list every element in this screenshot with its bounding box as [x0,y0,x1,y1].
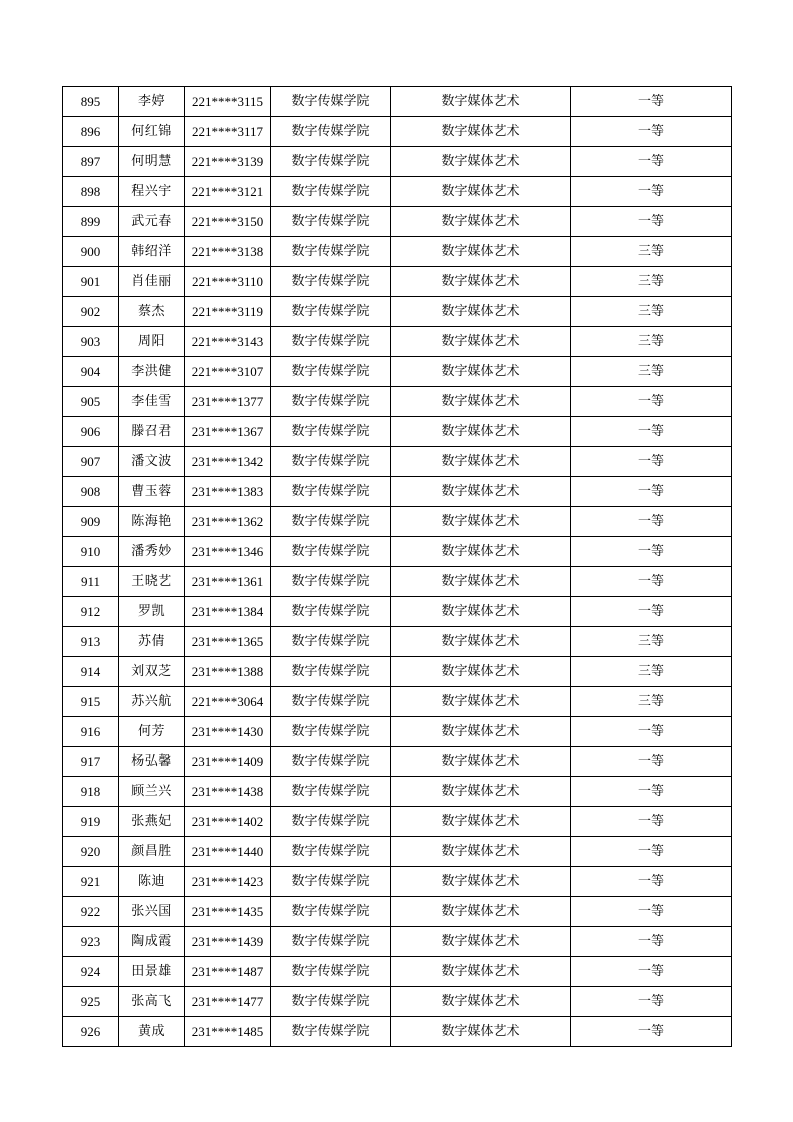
cell-college: 数字传媒学院 [271,897,391,927]
cell-college: 数字传媒学院 [271,537,391,567]
cell-serial-number: 921 [63,867,119,897]
cell-exam-id: 221****3150 [185,207,271,237]
cell-college: 数字传媒学院 [271,777,391,807]
cell-award-level: 一等 [571,957,732,987]
cell-major: 数字媒体艺术 [391,477,571,507]
cell-serial-number: 906 [63,417,119,447]
cell-award-level: 三等 [571,357,732,387]
table-row [63,387,732,417]
cell-serial-number: 896 [63,117,119,147]
cell-serial-number: 923 [63,927,119,957]
cell-exam-id: 221****3064 [185,687,271,717]
cell-exam-id: 231****1485 [185,1017,271,1047]
table-row [63,357,732,387]
cell-exam-id: 231****1430 [185,717,271,747]
cell-award-level: 一等 [571,1017,732,1047]
cell-serial-number: 915 [63,687,119,717]
table-row [63,267,732,297]
cell-serial-number: 909 [63,507,119,537]
cell-college: 数字传媒学院 [271,597,391,627]
cell-serial-number: 911 [63,567,119,597]
cell-student-name: 陈海艳 [119,507,185,537]
cell-exam-id: 231****1367 [185,417,271,447]
cell-exam-id: 231****1477 [185,987,271,1017]
table-row [63,417,732,447]
cell-student-name: 张兴国 [119,897,185,927]
cell-college: 数字传媒学院 [271,297,391,327]
cell-student-name: 滕召君 [119,417,185,447]
cell-college: 数字传媒学院 [271,477,391,507]
table-row [63,447,732,477]
table-row [63,237,732,267]
cell-award-level: 一等 [571,447,732,477]
cell-award-level: 一等 [571,927,732,957]
cell-award-level: 三等 [571,627,732,657]
cell-college: 数字传媒学院 [271,627,391,657]
table-row [63,477,732,507]
cell-college: 数字传媒学院 [271,987,391,1017]
cell-student-name: 蔡杰 [119,297,185,327]
cell-student-name: 田景雄 [119,957,185,987]
cell-college: 数字传媒学院 [271,207,391,237]
cell-major: 数字媒体艺术 [391,417,571,447]
cell-college: 数字传媒学院 [271,957,391,987]
cell-award-level: 一等 [571,87,732,117]
cell-exam-id: 221****3107 [185,357,271,387]
cell-exam-id: 221****3110 [185,267,271,297]
table-row [63,567,732,597]
cell-student-name: 王晓艺 [119,567,185,597]
cell-exam-id: 231****1342 [185,447,271,477]
cell-exam-id: 231****1384 [185,597,271,627]
cell-student-name: 陶成霞 [119,927,185,957]
cell-college: 数字传媒学院 [271,837,391,867]
table-row [63,927,732,957]
table-row [63,627,732,657]
table-row [63,327,732,357]
cell-exam-id: 221****3143 [185,327,271,357]
cell-serial-number: 904 [63,357,119,387]
table-row [63,147,732,177]
cell-student-name: 李婷 [119,87,185,117]
cell-major: 数字媒体艺术 [391,597,571,627]
table-row [63,777,732,807]
cell-serial-number: 905 [63,387,119,417]
cell-serial-number: 922 [63,897,119,927]
cell-serial-number: 903 [63,327,119,357]
cell-college: 数字传媒学院 [271,417,391,447]
cell-award-level: 三等 [571,297,732,327]
table-row [63,297,732,327]
cell-serial-number: 898 [63,177,119,207]
cell-major: 数字媒体艺术 [391,927,571,957]
cell-college: 数字传媒学院 [271,357,391,387]
cell-award-level: 一等 [571,867,732,897]
cell-college: 数字传媒学院 [271,927,391,957]
cell-serial-number: 920 [63,837,119,867]
cell-student-name: 何明慧 [119,147,185,177]
cell-student-name: 张高飞 [119,987,185,1017]
cell-exam-id: 221****3119 [185,297,271,327]
cell-award-level: 三等 [571,237,732,267]
cell-award-level: 一等 [571,537,732,567]
cell-student-name: 韩绍洋 [119,237,185,267]
cell-major: 数字媒体艺术 [391,987,571,1017]
cell-major: 数字媒体艺术 [391,177,571,207]
cell-student-name: 武元春 [119,207,185,237]
cell-major: 数字媒体艺术 [391,867,571,897]
cell-serial-number: 917 [63,747,119,777]
cell-major: 数字媒体艺术 [391,807,571,837]
cell-student-name: 何芳 [119,717,185,747]
cell-serial-number: 900 [63,237,119,267]
cell-exam-id: 231****1487 [185,957,271,987]
cell-exam-id: 221****3139 [185,147,271,177]
cell-serial-number: 924 [63,957,119,987]
cell-major: 数字媒体艺术 [391,327,571,357]
cell-college: 数字传媒学院 [271,147,391,177]
cell-serial-number: 919 [63,807,119,837]
cell-award-level: 一等 [571,387,732,417]
cell-major: 数字媒体艺术 [391,507,571,537]
cell-exam-id: 221****3115 [185,87,271,117]
table-row [63,597,732,627]
cell-award-level: 三等 [571,327,732,357]
cell-award-level: 一等 [571,177,732,207]
cell-exam-id: 231****1402 [185,807,271,837]
cell-college: 数字传媒学院 [271,567,391,597]
cell-student-name: 颜昌胜 [119,837,185,867]
cell-award-level: 一等 [571,597,732,627]
cell-award-level: 一等 [571,777,732,807]
cell-award-level: 一等 [571,897,732,927]
table-row [63,747,732,777]
cell-student-name: 顾兰兴 [119,777,185,807]
cell-award-level: 一等 [571,747,732,777]
cell-exam-id: 231****1439 [185,927,271,957]
cell-award-level: 一等 [571,567,732,597]
table-row [63,867,732,897]
cell-student-name: 周阳 [119,327,185,357]
cell-major: 数字媒体艺术 [391,837,571,867]
cell-major: 数字媒体艺术 [391,957,571,987]
cell-student-name: 李洪健 [119,357,185,387]
cell-student-name: 曹玉蓉 [119,477,185,507]
table-row [63,687,732,717]
cell-major: 数字媒体艺术 [391,537,571,567]
cell-exam-id: 231****1409 [185,747,271,777]
table-row [63,717,732,747]
cell-exam-id: 221****3138 [185,237,271,267]
cell-serial-number: 908 [63,477,119,507]
cell-college: 数字传媒学院 [271,657,391,687]
cell-serial-number: 895 [63,87,119,117]
cell-exam-id: 231****1362 [185,507,271,537]
cell-college: 数字传媒学院 [271,807,391,837]
cell-exam-id: 231****1435 [185,897,271,927]
cell-award-level: 一等 [571,207,732,237]
cell-major: 数字媒体艺术 [391,267,571,297]
cell-exam-id: 221****3117 [185,117,271,147]
table-row [63,837,732,867]
cell-major: 数字媒体艺术 [391,237,571,267]
cell-major: 数字媒体艺术 [391,897,571,927]
cell-major: 数字媒体艺术 [391,687,571,717]
cell-college: 数字传媒学院 [271,117,391,147]
cell-student-name: 潘文波 [119,447,185,477]
cell-student-name: 肖佳丽 [119,267,185,297]
cell-serial-number: 899 [63,207,119,237]
cell-major: 数字媒体艺术 [391,147,571,177]
cell-exam-id: 231****1440 [185,837,271,867]
table-row [63,987,732,1017]
cell-student-name: 罗凯 [119,597,185,627]
cell-exam-id: 231****1346 [185,537,271,567]
cell-exam-id: 221****3121 [185,177,271,207]
cell-major: 数字媒体艺术 [391,87,571,117]
cell-student-name: 潘秀妙 [119,537,185,567]
cell-college: 数字传媒学院 [271,387,391,417]
cell-student-name: 陈迪 [119,867,185,897]
cell-award-level: 一等 [571,987,732,1017]
cell-serial-number: 925 [63,987,119,1017]
cell-major: 数字媒体艺术 [391,627,571,657]
cell-major: 数字媒体艺术 [391,447,571,477]
table-row [63,657,732,687]
cell-award-level: 一等 [571,507,732,537]
cell-student-name: 杨弘馨 [119,747,185,777]
cell-college: 数字传媒学院 [271,1017,391,1047]
cell-college: 数字传媒学院 [271,717,391,747]
cell-exam-id: 231****1423 [185,867,271,897]
cell-college: 数字传媒学院 [271,447,391,477]
cell-exam-id: 231****1438 [185,777,271,807]
table-row [63,117,732,147]
cell-major: 数字媒体艺术 [391,357,571,387]
cell-major: 数字媒体艺术 [391,657,571,687]
cell-college: 数字传媒学院 [271,87,391,117]
cell-college: 数字传媒学院 [271,747,391,777]
table-row [63,507,732,537]
cell-major: 数字媒体艺术 [391,387,571,417]
cell-major: 数字媒体艺术 [391,567,571,597]
cell-award-level: 一等 [571,717,732,747]
cell-award-level: 三等 [571,687,732,717]
cell-serial-number: 914 [63,657,119,687]
cell-award-level: 一等 [571,807,732,837]
cell-exam-id: 231****1365 [185,627,271,657]
cell-serial-number: 902 [63,297,119,327]
cell-college: 数字传媒学院 [271,867,391,897]
cell-award-level: 一等 [571,837,732,867]
cell-student-name: 张燕妃 [119,807,185,837]
cell-award-level: 一等 [571,417,732,447]
cell-serial-number: 907 [63,447,119,477]
cell-college: 数字传媒学院 [271,237,391,267]
table-row [63,207,732,237]
cell-major: 数字媒体艺术 [391,117,571,147]
cell-major: 数字媒体艺术 [391,777,571,807]
cell-award-level: 一等 [571,117,732,147]
table-row [63,897,732,927]
table-row [63,807,732,837]
cell-exam-id: 231****1377 [185,387,271,417]
award-roster-table [62,86,732,1047]
cell-serial-number: 926 [63,1017,119,1047]
cell-serial-number: 918 [63,777,119,807]
cell-student-name: 刘双芝 [119,657,185,687]
cell-student-name: 何红锦 [119,117,185,147]
cell-award-level: 一等 [571,477,732,507]
cell-serial-number: 916 [63,717,119,747]
cell-college: 数字传媒学院 [271,327,391,357]
cell-major: 数字媒体艺术 [391,717,571,747]
cell-student-name: 苏兴航 [119,687,185,717]
cell-major: 数字媒体艺术 [391,747,571,777]
cell-student-name: 李佳雪 [119,387,185,417]
cell-college: 数字传媒学院 [271,267,391,297]
cell-student-name: 黄成 [119,1017,185,1047]
table-row [63,957,732,987]
cell-major: 数字媒体艺术 [391,1017,571,1047]
cell-exam-id: 231****1361 [185,567,271,597]
cell-serial-number: 901 [63,267,119,297]
cell-award-level: 三等 [571,267,732,297]
table-row [63,1017,732,1047]
cell-student-name: 苏倩 [119,627,185,657]
table-row [63,87,732,117]
cell-award-level: 三等 [571,657,732,687]
cell-exam-id: 231****1388 [185,657,271,687]
cell-student-name: 程兴宇 [119,177,185,207]
table-row [63,177,732,207]
cell-major: 数字媒体艺术 [391,207,571,237]
roster-table-body [63,87,732,1047]
cell-award-level: 一等 [571,147,732,177]
cell-serial-number: 912 [63,597,119,627]
cell-exam-id: 231****1383 [185,477,271,507]
cell-serial-number: 897 [63,147,119,177]
table-row [63,537,732,567]
cell-college: 数字传媒学院 [271,507,391,537]
cell-college: 数字传媒学院 [271,177,391,207]
cell-major: 数字媒体艺术 [391,297,571,327]
cell-serial-number: 913 [63,627,119,657]
cell-serial-number: 910 [63,537,119,567]
cell-college: 数字传媒学院 [271,687,391,717]
